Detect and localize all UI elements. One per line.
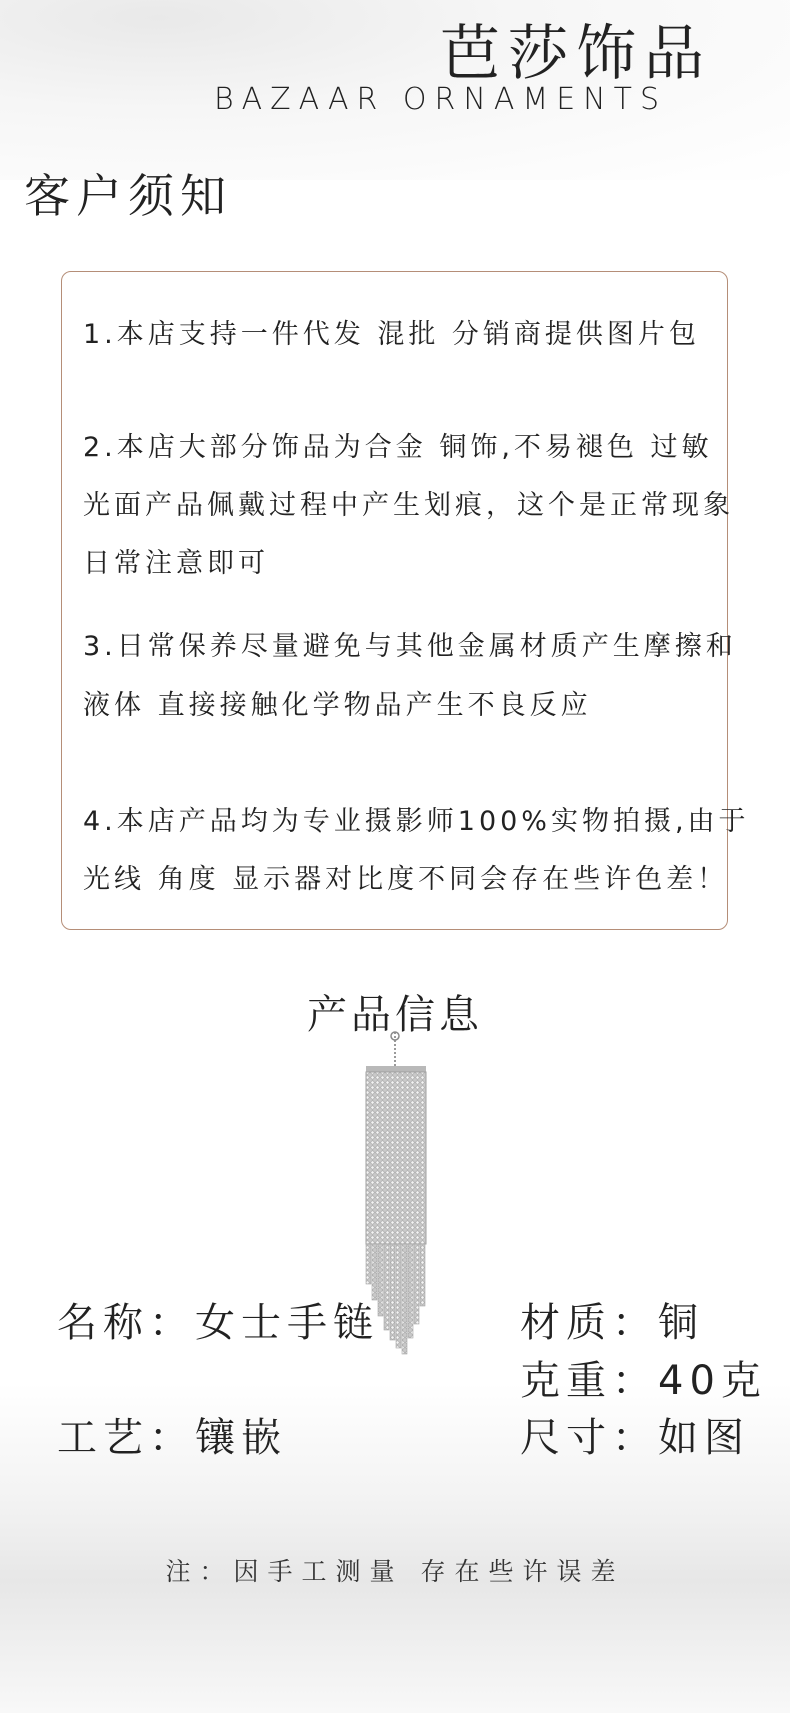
notice-line: 日常注意即可 xyxy=(83,548,269,579)
product-weight: 克重：40克 xyxy=(520,1358,767,1404)
brand-name-cn: 芭莎饰品 xyxy=(440,19,712,89)
product-craft: 工艺：镶嵌 xyxy=(57,1415,287,1461)
notice-title: 客户须知 xyxy=(24,169,232,223)
product-info-title: 产品信息 xyxy=(307,992,483,1038)
brand-name-en: BAZAAR ORNAMENTS xyxy=(213,82,667,117)
notice-line: 2.本店大部分饰品为合金 铜饰,不易褪色 过敏 xyxy=(83,432,713,463)
notice-line: 光面产品佩戴过程中产生划痕，这个是正常现象 xyxy=(83,490,734,521)
notice-line: 4.本店产品均为专业摄影师100%实物拍摄,由于 xyxy=(83,806,750,837)
measurement-footnote: 注：因手工测量 存在些许误差 xyxy=(165,1557,625,1586)
product-material: 材质：铜 xyxy=(520,1300,704,1346)
notice-line: 光线 角度 显示器对比度不同会存在些许色差！ xyxy=(83,864,729,895)
notice-line: 1.本店支持一件代发 混批 分销商提供图片包 xyxy=(83,319,700,350)
product-size: 尺寸：如图 xyxy=(520,1415,750,1461)
notice-line: 液体 直接接触化学物品产生不良反应 xyxy=(83,690,592,721)
notice-line: 3.日常保养尽量避免与其他金属材质产生摩擦和 xyxy=(83,631,737,662)
product-name: 名称：女士手链 xyxy=(57,1300,379,1346)
